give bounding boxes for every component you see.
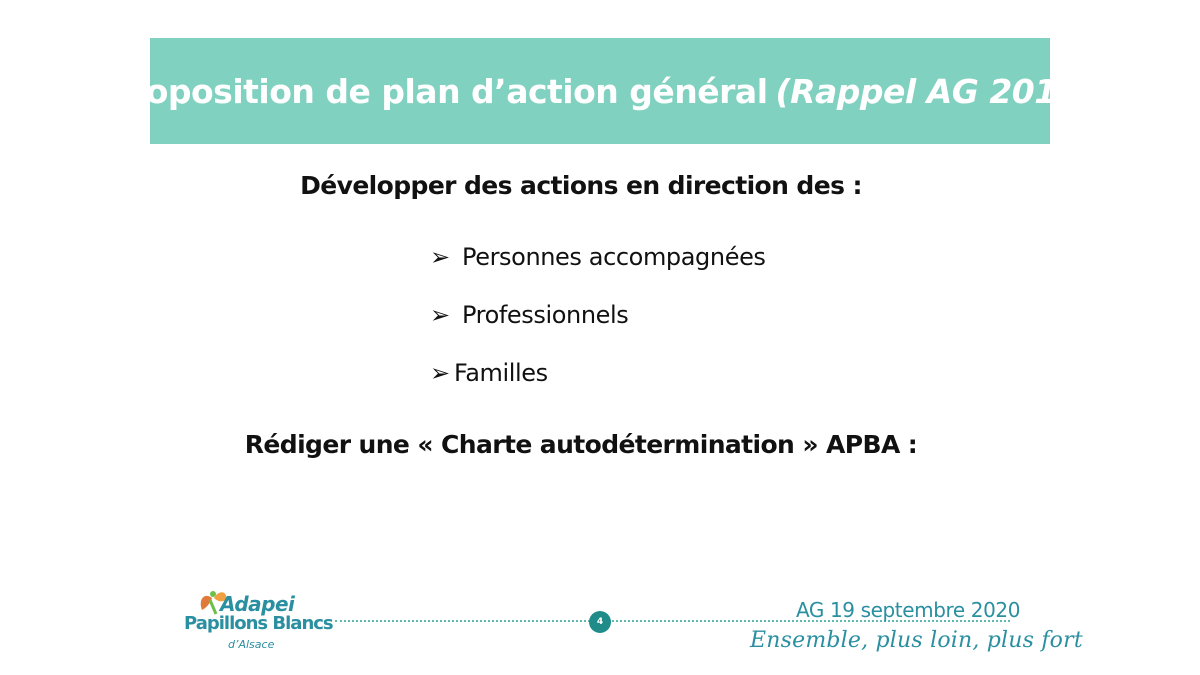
slide-title-main: Proposition de plan d’action général <box>106 71 768 111</box>
bullet-label: Familles <box>454 359 548 387</box>
logo-papillons-text: Papillons Blancs <box>184 613 333 634</box>
page-number: 4 <box>589 611 611 633</box>
adapei-logo <box>184 588 333 660</box>
bullet-label: Personnes accompagnées <box>462 243 766 271</box>
logo-adapei-text: Adapei <box>220 592 295 616</box>
event-label: AG 19 septembre 2020 <box>796 598 1021 622</box>
arrow-bullet-icon: ➢ <box>430 301 450 329</box>
heading-develop-actions: Développer des actions en direction des : <box>300 171 862 200</box>
logo-alsace-text: d’Alsace <box>228 638 275 651</box>
heading-charter: Rédiger une « Charte autodétermination » APBA : <box>244 430 918 459</box>
title-band <box>106 38 1094 144</box>
slide-title <box>106 72 1094 111</box>
arrow-bullet-icon: ➢ <box>430 359 450 387</box>
bullet-item <box>430 286 766 344</box>
motto-text: Ensemble, plus loin, plus fort <box>750 628 1083 653</box>
arrow-bullet-icon: ➢ <box>430 243 450 271</box>
bullet-list <box>430 228 766 402</box>
bullet-item <box>430 344 766 402</box>
slide-title-sub: (Rappel AG 2019) <box>775 71 1094 111</box>
bullet-item <box>430 228 766 286</box>
bullet-label: Professionnels <box>462 301 629 329</box>
